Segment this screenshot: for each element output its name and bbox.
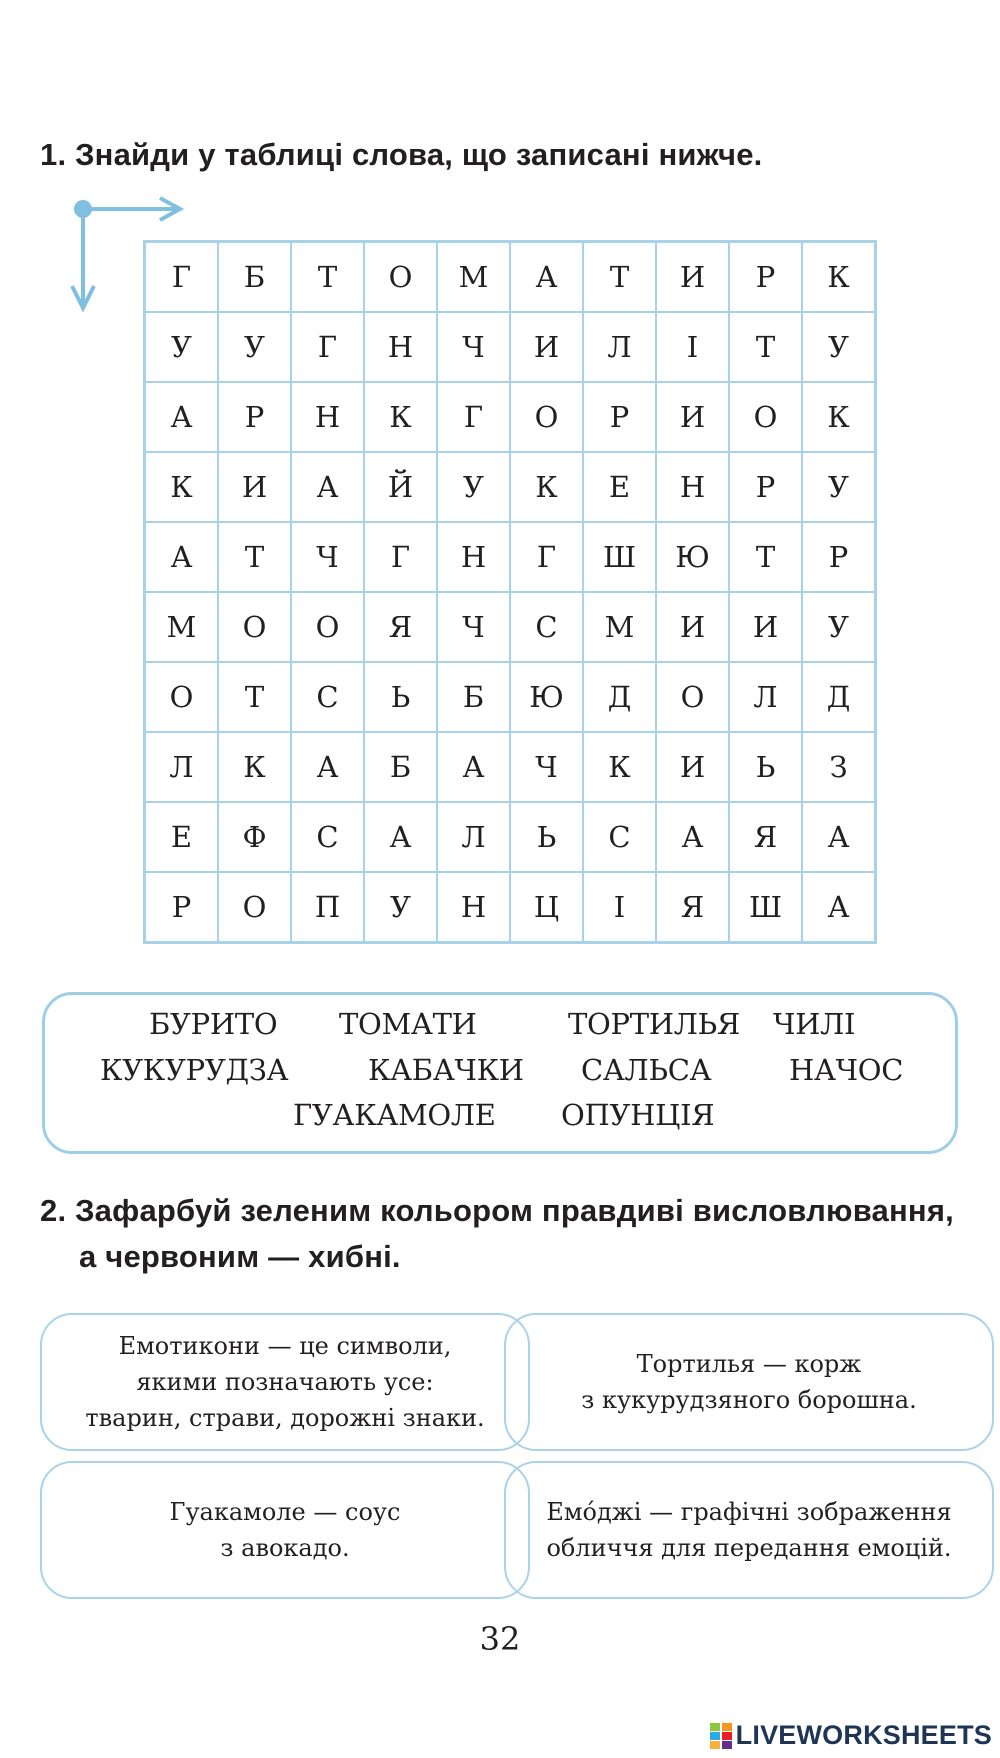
word-item: ТОРТИЛЬЯ (568, 1007, 741, 1041)
grid-cell[interactable]: Ю (510, 662, 583, 732)
grid-cell[interactable]: Р (218, 382, 291, 452)
grid-cell[interactable]: Л (729, 662, 802, 732)
grid-row (145, 242, 876, 313)
grid-cell[interactable]: Д (583, 662, 656, 732)
word-item: ОПУНЦІЯ (561, 1098, 715, 1132)
grid-cell[interactable]: Н (656, 452, 729, 522)
grid-cell[interactable]: І (583, 872, 656, 943)
grid-cell[interactable]: А (145, 382, 219, 452)
grid-cell[interactable]: К (802, 382, 876, 452)
grid-row (145, 802, 876, 872)
task2-title-line2: а червоним — хибні. (79, 1239, 401, 1274)
grid-cell[interactable]: Г (145, 242, 219, 313)
grid-row (145, 522, 876, 592)
grid-cell[interactable]: О (656, 662, 729, 732)
grid-cell[interactable]: Й (364, 452, 437, 522)
grid-cell[interactable]: Я (729, 802, 802, 872)
grid-cell[interactable]: К (510, 452, 583, 522)
word-item: ЧИЛІ (773, 1007, 856, 1041)
grid-cell[interactable]: С (583, 802, 656, 872)
grid-cell[interactable]: У (218, 312, 291, 382)
grid-row (145, 592, 876, 662)
grid-cell[interactable]: Т (583, 242, 656, 313)
grid-cell[interactable]: Г (291, 312, 364, 382)
task1-title: 1. Знайди у таблиці слова, що записані нижче. (40, 137, 763, 172)
grid-cell[interactable]: М (583, 592, 656, 662)
grid-cell[interactable]: Г (437, 382, 510, 452)
grid-cell[interactable]: А (145, 522, 219, 592)
grid-cell[interactable]: М (437, 242, 510, 313)
grid-cell[interactable]: Б (437, 662, 510, 732)
grid-cell[interactable]: О (218, 592, 291, 662)
brand-logo (710, 1720, 992, 1751)
statement-card[interactable]: Емотикони — це символи, якими позначають усе: тварин, страви, дорожні знаки. (40, 1313, 530, 1451)
grid-cell[interactable]: А (656, 802, 729, 872)
grid-cell[interactable]: Р (145, 872, 219, 943)
grid-cell[interactable]: У (145, 312, 219, 382)
grid-cell[interactable]: Р (583, 382, 656, 452)
grid-cell[interactable]: Ю (656, 522, 729, 592)
grid-cell[interactable]: Г (510, 522, 583, 592)
grid-cell[interactable]: Б (364, 732, 437, 802)
grid-cell[interactable]: О (364, 242, 437, 313)
grid-cell[interactable]: З (802, 732, 876, 802)
grid-cell[interactable]: И (656, 382, 729, 452)
grid-cell[interactable]: С (291, 802, 364, 872)
grid-cell[interactable]: Ч (510, 732, 583, 802)
grid-cell[interactable]: Я (656, 872, 729, 943)
grid-cell[interactable]: И (218, 452, 291, 522)
grid-cell[interactable]: Е (583, 452, 656, 522)
grid-cell[interactable]: О (510, 382, 583, 452)
grid-cell[interactable]: К (364, 382, 437, 452)
grid-cell[interactable]: И (729, 592, 802, 662)
grid-cell[interactable]: Ч (437, 592, 510, 662)
grid-row (145, 662, 876, 732)
grid-cell[interactable]: Р (729, 242, 802, 313)
grid-cell[interactable]: О (145, 662, 219, 732)
grid-cell[interactable]: К (145, 452, 219, 522)
grid-cell[interactable]: Н (437, 872, 510, 943)
grid-cell[interactable]: Л (583, 312, 656, 382)
grid-row (145, 452, 876, 522)
grid-cell[interactable]: А (510, 242, 583, 313)
grid-cell[interactable]: Т (729, 312, 802, 382)
grid-cell[interactable]: Т (218, 662, 291, 732)
grid-cell[interactable]: П (291, 872, 364, 943)
grid-cell[interactable]: У (802, 452, 876, 522)
grid-cell[interactable]: А (802, 802, 876, 872)
grid-cell[interactable]: Б (218, 242, 291, 313)
grid-cell[interactable]: Ь (729, 732, 802, 802)
word-item: БУРИТО (149, 1007, 278, 1041)
grid-cell[interactable]: К (802, 242, 876, 313)
grid-cell[interactable]: Ц (510, 872, 583, 943)
grid-cell[interactable]: Ш (583, 522, 656, 592)
grid-cell[interactable]: Ч (291, 522, 364, 592)
grid-cell[interactable]: Е (145, 802, 219, 872)
word-item: КАБАЧКИ (368, 1053, 524, 1087)
word-item: САЛЬСА (581, 1053, 712, 1087)
grid-cell[interactable]: А (364, 802, 437, 872)
grid-cell[interactable]: К (218, 732, 291, 802)
grid-cell[interactable]: Л (437, 802, 510, 872)
grid-cell[interactable]: У (364, 872, 437, 943)
grid-cell[interactable]: Т (729, 522, 802, 592)
grid-cell[interactable]: Я (364, 592, 437, 662)
grid-cell[interactable]: У (802, 592, 876, 662)
grid-cell[interactable]: Т (218, 522, 291, 592)
statement-card[interactable]: Емо́джі — графічні зображення обличчя для передання емоцій. (504, 1461, 994, 1599)
grid-row (145, 872, 876, 943)
brand-name: LIVEWORKSHEETS (735, 1720, 992, 1750)
grid-cell[interactable]: А (291, 452, 364, 522)
grid-cell[interactable]: А (802, 872, 876, 943)
grid-cell[interactable]: Ф (218, 802, 291, 872)
grid-cell[interactable]: Ч (437, 312, 510, 382)
grid-cell[interactable]: О (291, 592, 364, 662)
grid-cell[interactable]: У (802, 312, 876, 382)
task2-title (40, 1188, 954, 1280)
grid-row (145, 312, 876, 382)
grid-cell[interactable]: Р (729, 452, 802, 522)
grid-cell[interactable]: И (656, 732, 729, 802)
grid-cell[interactable]: Н (291, 382, 364, 452)
word-item: НАЧОС (789, 1053, 904, 1087)
grid-cell[interactable]: Л (145, 732, 219, 802)
grid-cell[interactable]: Г (364, 522, 437, 592)
statement-card[interactable]: Тортилья — корж з кукурудзяного борошна. (504, 1313, 994, 1451)
grid-cell[interactable]: О (218, 872, 291, 943)
grid-cell[interactable]: И (656, 242, 729, 313)
grid-cell[interactable]: М (145, 592, 219, 662)
grid-cell[interactable]: Ш (729, 872, 802, 943)
task2-title-line1: 2. Зафарбуй зеленим кольором правдиві висловлювання, (40, 1193, 954, 1228)
grid-cell[interactable]: О (729, 382, 802, 452)
brand-logo-icon (710, 1723, 732, 1749)
grid-row (145, 732, 876, 802)
grid-cell[interactable]: И (656, 592, 729, 662)
grid-cell[interactable]: С (510, 592, 583, 662)
word-search-grid (143, 240, 877, 944)
word-item: ГУАКАМОЛЕ (293, 1098, 496, 1132)
statement-card[interactable]: Гуакамоле — соус з авокадо. (40, 1461, 530, 1599)
grid-cell[interactable]: Н (364, 312, 437, 382)
grid-cell[interactable]: А (291, 732, 364, 802)
grid-cell[interactable]: А (437, 732, 510, 802)
grid-row (145, 382, 876, 452)
word-item: ТОМАТИ (339, 1007, 477, 1041)
grid-cell[interactable]: Р (802, 522, 876, 592)
grid-cell[interactable]: И (510, 312, 583, 382)
word-item: КУКУРУДЗА (100, 1053, 289, 1087)
page-number: 32 (479, 1620, 521, 1658)
grid-cell[interactable]: Н (437, 522, 510, 592)
grid-cell[interactable]: Т (291, 242, 364, 313)
grid-cell[interactable]: Д (802, 662, 876, 732)
grid-cell[interactable]: Ь (364, 662, 437, 732)
grid-cell[interactable]: У (437, 452, 510, 522)
grid-cell[interactable]: Ь (510, 802, 583, 872)
grid-cell[interactable]: К (583, 732, 656, 802)
grid-cell[interactable]: С (291, 662, 364, 732)
word-list-box (42, 992, 958, 1154)
grid-cell[interactable]: І (656, 312, 729, 382)
